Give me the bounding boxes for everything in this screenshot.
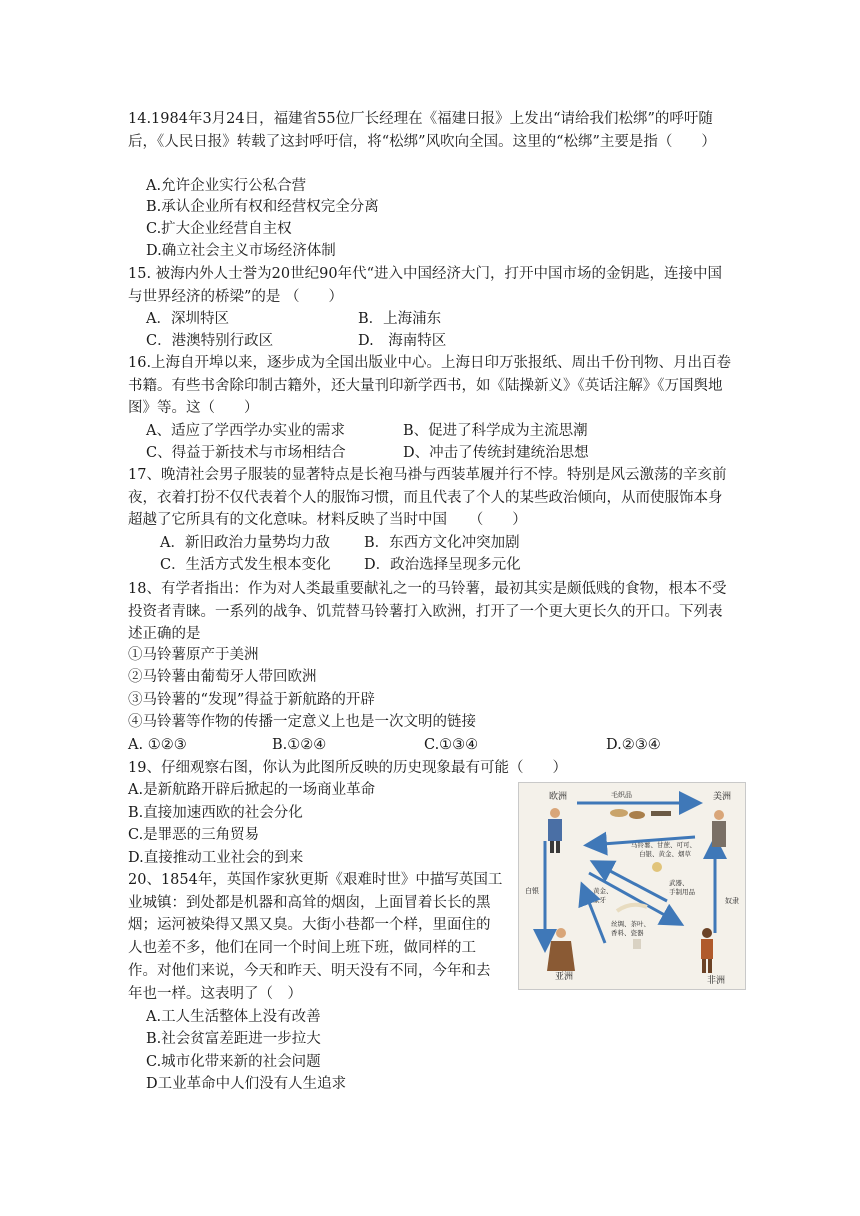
ivory-tusk-icon <box>617 905 647 911</box>
question-19-option-a: A.是新航路开辟后掀起的一场商业革命 <box>128 782 376 798</box>
question-18-statement-4: ④马铃薯等作物的传播一定意义上也是一次文明的链接 <box>128 714 476 730</box>
label-crops-2: 白银、黄金、烟草 <box>639 851 691 858</box>
question-15-option-b: B．上海浦东 <box>358 311 442 327</box>
question-19-option-c: C.是罪恶的三角贸易 <box>128 827 260 843</box>
question-18-option-b: B.①②④ <box>272 737 327 753</box>
question-14-option-a: A.允许企业实行公私合营 <box>146 178 307 194</box>
european-figure-icon <box>548 808 562 853</box>
question-16-stem: 16.上海自开埠以来，逐步成为全国出版业中心。上海日印万张报纸、周出千份刊物、月出百卷书籍。有些书舍除印制古籍外，还大量刊印新学西书，如《陆操新义》《英话注解》《万国舆地图》等。这（ ） <box>128 355 732 417</box>
label-silk-2: 香料、瓷器 <box>611 930 644 937</box>
label-silver: 白银 <box>525 888 539 895</box>
label-weapons-1: 武器、 <box>669 880 689 887</box>
question-14-option-c: C.扩大企业经营自主权 <box>146 221 292 237</box>
american-figure-icon <box>712 810 726 847</box>
question-14-option-d: D.确立社会主义市场经济体制 <box>146 243 336 259</box>
question-18-stem: 18、有学者指出：作为对人类最重要献礼之一的马铃薯，最初其实是颇低贱的食物，根本不受投资者青睐。一系列的战争、饥荒替马铃薯打入欧洲，打开了一个更大更长久的开口。下列表述正确的是 <box>128 581 727 643</box>
question-18-statement-2: ②马铃薯由葡萄牙人带回欧洲 <box>128 669 317 685</box>
porcelain-icon <box>633 939 641 949</box>
question-20-option-d: D工业革命中人们没有人生追求 <box>146 1076 347 1092</box>
question-16-option-d: D、冲击了传统封建统治思想 <box>403 445 589 461</box>
question-18-option-a: A. ①②③ <box>128 737 187 753</box>
question-19-option-b: B.直接加速西欧的社会分化 <box>128 805 303 821</box>
region-label-america: 美洲 <box>713 791 732 801</box>
label-gold-ivory-2: 象牙 <box>593 897 606 904</box>
question-15-stem: 15. 被海内外人士誉为20世纪90年代“进入中国经济大门，打开中国市场的金钥匙，连接中国与世界经济的桥梁”的是 （ ） <box>128 266 722 305</box>
question-18-option-c: C.①③④ <box>424 737 479 753</box>
question-16-option-b: B、促进了科学成为主流思潮 <box>403 423 588 439</box>
question-16-option-a: A、适应了学西学办实业的需求 <box>146 423 345 439</box>
question-15-option-a: A．深圳特区 <box>146 311 229 327</box>
label-wool: 毛织品 <box>611 792 632 799</box>
question-18-statement-3: ③马铃薯的“发现”得益于新航路的开辟 <box>128 692 375 708</box>
gold-coins-icon <box>652 862 662 872</box>
question-18-statement-1: ①马铃薯原产于美洲 <box>128 647 259 663</box>
asian-figure-icon <box>547 928 575 971</box>
region-label-europe: 欧洲 <box>549 791 568 801</box>
label-slaves: 奴隶 <box>725 898 739 905</box>
wool-goods-icon <box>629 811 645 819</box>
question-19-stem: 19、仔细观察右图，你认为此图所反映的历史现象最有可能（ ） <box>128 760 567 776</box>
question-17-option-a: A．新旧政治力量势均力敌 <box>160 535 330 551</box>
question-17-option-d: D．政治选择呈现多元化 <box>364 557 521 573</box>
trade-route-figure <box>518 782 746 990</box>
question-14-option-b: B.承认企业所有权和经营权完全分离 <box>146 199 379 215</box>
label-crops-1: 马铃薯、甘蔗、可可、 <box>631 842 696 849</box>
label-silk-1: 丝绸、茶叶、 <box>611 921 650 928</box>
question-17-option-c: C．生活方式发生根本变化 <box>160 557 331 573</box>
question-20-stem: 20、1854年，英国作家狄更斯《艰难时世》中描写英国工业城镇：到处都是机器和高耸的烟囱，上面冒着长长的黑烟；运河被染得又黑又臭。大街小巷都一个样，里面住的人也差不多，他们在同一个时间上班下班，做同样的工作。对他们来说，今天和昨天、明天没有不同，今年和去年也一样。这表明了（ ） <box>128 872 503 1002</box>
question-15-option-c: C．港澳特别行政区 <box>146 333 274 349</box>
question-20-option-a: A.工人生活整体上没有改善 <box>146 1009 321 1025</box>
label-gold-ivory-1: 黄金、 <box>593 888 613 895</box>
region-label-africa: 非洲 <box>707 975 726 985</box>
question-20-option-b: B.社会贫富差距进一步拉大 <box>146 1031 321 1047</box>
question-17-stem: 17、晚清社会男子服装的显著特点是长袍马褂与西装革履并行不悖。特别是风云激荡的辛亥前夜，衣着打扮不仅代表着个人的服饰习惯，而且代表了个人的某些政治倾向，从而使服饰本身超越了它所具有的文化意味。材料反映了当时中国 （ ） <box>128 467 727 529</box>
trade-route-diagram <box>519 783 745 989</box>
question-18-option-d: D.②③④ <box>606 737 661 753</box>
label-weapons-2: 手制用品 <box>669 889 695 896</box>
question-20-option-c: C.城市化带来新的社会问题 <box>146 1054 321 1070</box>
musket-icon <box>651 811 671 816</box>
region-label-asia: 亚洲 <box>555 971 574 981</box>
question-14-stem: 14.1984年3月24日，福建省55位厂长经理在《福建日报》上发出“请给我们松绑”的呼吁随后，《人民日报》转载了这封呼吁信，将“松绑”风吹向全国。这里的“松绑”主要是指（ ） <box>128 111 716 150</box>
arrow-asia-to-europe <box>583 887 605 943</box>
question-16-option-c: C、得益于新技术与市场相结合 <box>146 445 346 461</box>
question-19-option-d: D.直接推动工业社会的到来 <box>128 850 304 866</box>
question-15-option-d: D. 海南特区 <box>358 333 447 349</box>
african-figure-icon <box>701 928 713 973</box>
question-17-option-b: B．东西方文化冲突加剧 <box>364 535 520 551</box>
wool-goods-icon <box>610 809 628 817</box>
